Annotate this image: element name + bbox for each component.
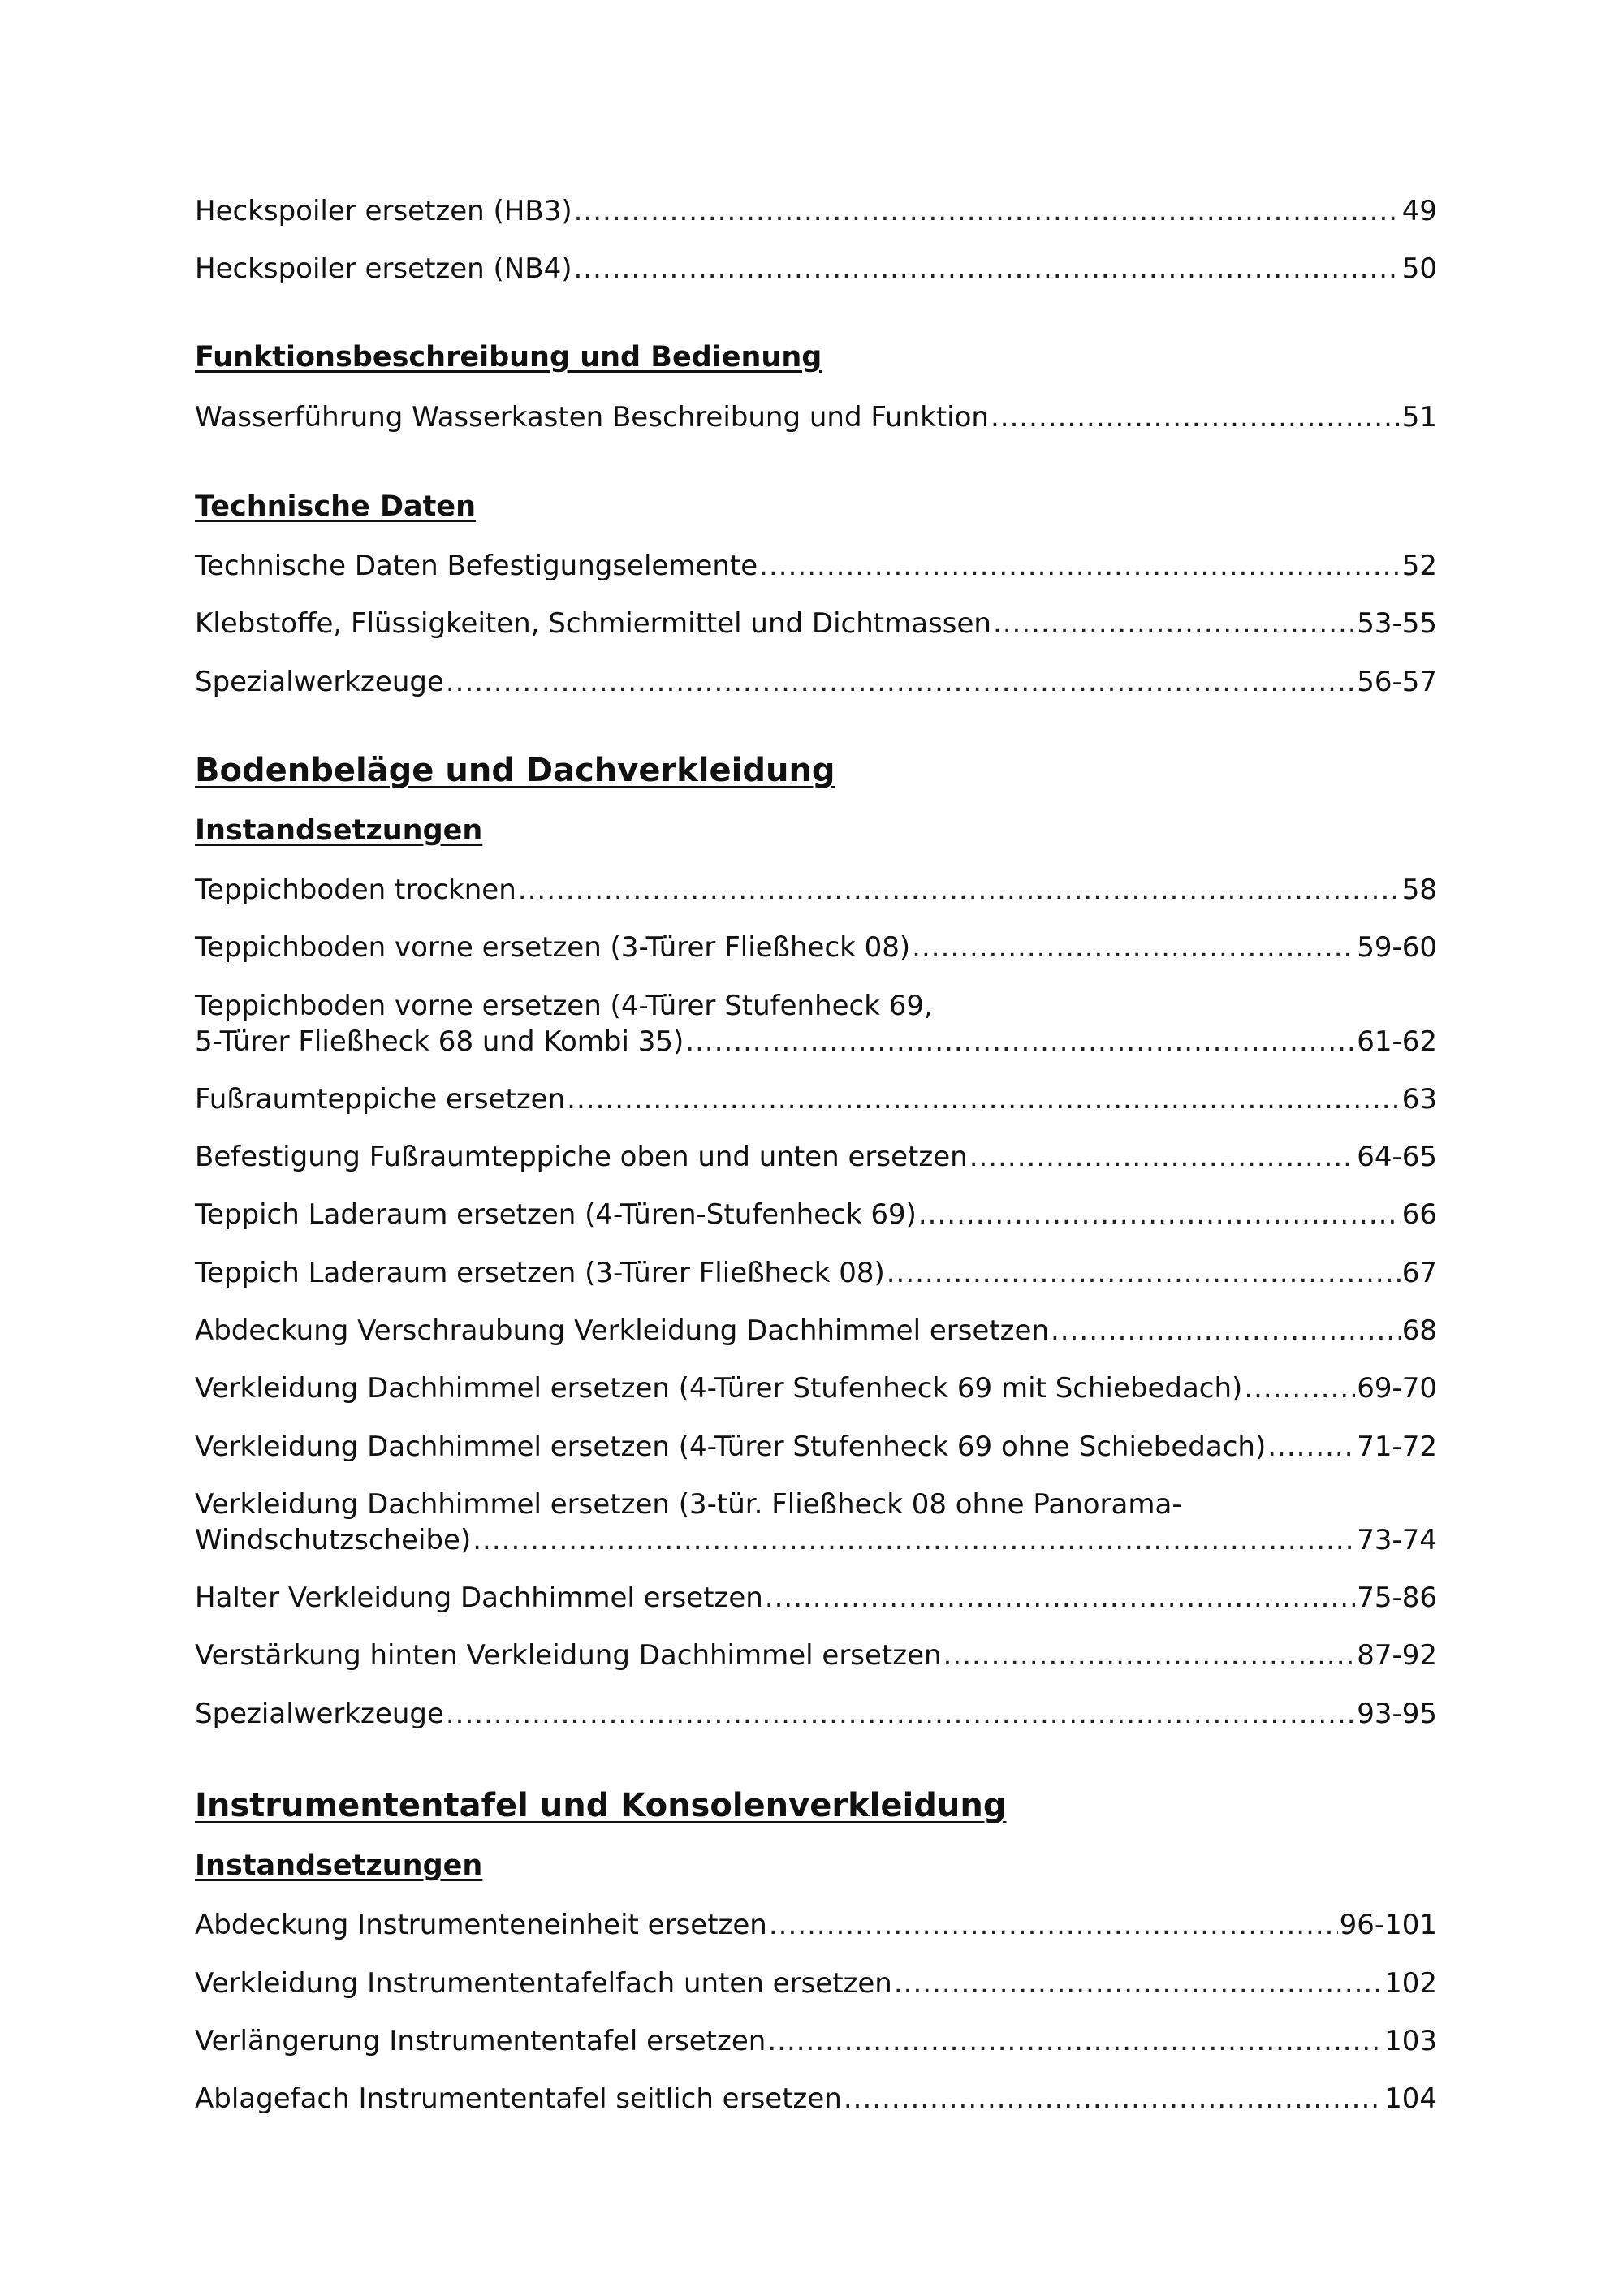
toc-entry-title: Klebstoffe, Flüssigkeiten, Schmiermittel und Dichtmassen <box>195 607 991 640</box>
toc-entry-page: 64-65 <box>1357 1141 1437 1173</box>
leader-dots <box>991 399 1401 435</box>
toc-entry-page: 93-95 <box>1357 1698 1437 1730</box>
toc-entry <box>195 664 1437 700</box>
toc-entry-title: Verkleidung Instrumententafelfach unten ersetzen <box>195 1967 892 2000</box>
toc-entry <box>195 1313 1437 1349</box>
toc-entry-page: 102 <box>1384 1967 1437 2000</box>
leader-dots <box>1244 1370 1355 1406</box>
toc-entry <box>195 1487 1437 1558</box>
toc-entry-page: 71-72 <box>1357 1431 1437 1463</box>
toc-entry-title: Verlängerung Instrumententafel ersetzen <box>195 2025 766 2057</box>
toc-entry <box>195 1580 1437 1616</box>
toc-entry-title: Technische Daten Befestigungselemente <box>195 550 758 582</box>
toc-entry-title: Spezialwerkzeuge <box>195 1698 444 1730</box>
toc-entry-title: Verstärkung hinten Verkleidung Dachhimmel ersetzen <box>195 1639 942 1672</box>
leader-dots <box>912 930 1355 965</box>
toc-entry-title: Teppich Laderaum ersetzen (3-Türer Fließheck 08) <box>195 1257 885 1289</box>
toc-entry <box>195 606 1437 641</box>
leader-dots <box>894 1966 1383 2001</box>
leader-dots <box>769 1907 1338 1943</box>
toc-entry-title: Ablagefach Instrumententafel seitlich ersetzen <box>195 2082 842 2115</box>
toc-entry <box>195 1966 1437 2001</box>
section-subheading: Technische Daten <box>195 490 477 523</box>
toc-entry-page: 50 <box>1401 252 1437 285</box>
toc-entry-title-line1: Verkleidung Dachhimmel ersetzen (3-tür. Fließheck 08 ohne Panorama- <box>195 1488 1182 1521</box>
leader-dots <box>446 664 1355 700</box>
leader-dots <box>473 1522 1355 1558</box>
toc-entry-page: 49 <box>1401 195 1437 227</box>
toc-entry <box>195 1696 1437 1732</box>
leader-dots <box>1051 1313 1401 1349</box>
leader-dots <box>918 1197 1401 1232</box>
toc-entry-page: 52 <box>1401 550 1437 582</box>
toc-entry-title: Halter Verkleidung Dachhimmel ersetzen <box>195 1582 763 1614</box>
leader-dots <box>574 193 1401 229</box>
toc-entry-title: Teppichboden vorne ersetzen (3-Türer Fließheck 08) <box>195 931 911 964</box>
leader-dots <box>685 1024 1355 1060</box>
toc-entry-title: Abdeckung Instrumenteneinheit ersetzen <box>195 1909 767 1941</box>
toc-entry-title: Spezialwerkzeuge <box>195 666 444 698</box>
toc-entry-page: 58 <box>1401 874 1437 906</box>
leader-dots <box>759 548 1401 584</box>
section-subheading: Instandsetzungen <box>195 814 483 847</box>
toc-entry-page: 68 <box>1401 1314 1437 1347</box>
toc-entry-page: 73-74 <box>1357 1524 1437 1556</box>
toc-entry-page: 103 <box>1384 2025 1437 2057</box>
toc-entry <box>195 193 1437 229</box>
leader-dots <box>567 1081 1401 1117</box>
toc-entry <box>195 1638 1437 1673</box>
toc-entry <box>195 872 1437 908</box>
leader-dots <box>993 606 1355 641</box>
toc-entry-page: 104 <box>1384 2082 1437 2115</box>
toc-entry-page: 56-57 <box>1357 666 1437 698</box>
toc-entry-page: 53-55 <box>1357 607 1437 640</box>
toc-entry-page: 69-70 <box>1357 1372 1437 1405</box>
toc-entry-title: 5-Türer Fließheck 68 und Kombi 35) <box>195 1025 684 1058</box>
chapter-heading: Instrumententafel und Konsolenverkleidung <box>195 1787 1007 1824</box>
toc-entry-title: Wasserführung Wasserkasten Beschreibung und Funktion <box>195 401 989 434</box>
leader-dots <box>446 1696 1355 1732</box>
section-subheading: Instandsetzungen <box>195 1849 483 1882</box>
toc-entry-title-line1: Teppichboden vorne ersetzen (4-Türer Stufenheck 69, <box>195 990 933 1022</box>
toc-entry <box>195 1907 1437 1943</box>
section-subheading: Funktionsbeschreibung und Bedienung <box>195 341 822 373</box>
toc-entry-title: Heckspoiler ersetzen (NB4) <box>195 252 572 285</box>
toc-entry <box>195 2023 1437 2059</box>
leader-dots <box>943 1638 1356 1673</box>
toc-entry-title: Verkleidung Dachhimmel ersetzen (4-Türer Stufenheck 69 ohne Schiebedach) <box>195 1431 1267 1463</box>
toc-entry <box>195 988 1437 1060</box>
toc-entry <box>195 251 1437 287</box>
toc-entry-page: 66 <box>1401 1198 1437 1231</box>
toc-entry-title: Teppich Laderaum ersetzen (4-Türen-Stufenheck 69) <box>195 1198 917 1231</box>
toc-entry <box>195 399 1437 435</box>
toc-entry <box>195 1197 1437 1232</box>
toc-entry-title: Windschutzscheibe) <box>195 1524 472 1556</box>
toc-entry-title: Befestigung Fußraumteppiche oben und unten ersetzen <box>195 1141 968 1173</box>
toc-entry <box>195 2081 1437 2117</box>
toc-entry-page: 96-101 <box>1339 1909 1437 1941</box>
chapter-heading: Bodenbeläge und Dachverkleidung <box>195 752 835 789</box>
toc-entry-page: 75-86 <box>1357 1582 1437 1614</box>
toc-entry <box>195 1255 1437 1291</box>
toc-entry-title: Abdeckung Verschraubung Verkleidung Dachhimmel ersetzen <box>195 1314 1049 1347</box>
toc-entry-page: 63 <box>1401 1083 1437 1116</box>
leader-dots <box>518 872 1401 908</box>
leader-dots <box>573 251 1400 287</box>
toc-entry <box>195 1429 1437 1465</box>
toc-entry <box>195 1081 1437 1117</box>
toc-entry-page: 51 <box>1401 401 1437 434</box>
toc-entry-title: Verkleidung Dachhimmel ersetzen (4-Türer Stufenheck 69 mit Schiebedach) <box>195 1372 1243 1405</box>
toc-entry-page: 67 <box>1401 1257 1437 1289</box>
toc-entry-page: 61-62 <box>1357 1025 1437 1058</box>
leader-dots <box>765 1580 1355 1616</box>
leader-dots <box>1267 1429 1355 1465</box>
toc-entry-page: 59-60 <box>1357 931 1437 964</box>
leader-dots <box>844 2081 1383 2117</box>
toc-entry-title: Heckspoiler ersetzen (HB3) <box>195 195 572 227</box>
toc-entry <box>195 548 1437 584</box>
toc-entry <box>195 930 1437 965</box>
toc-entry-title: Fußraumteppiche ersetzen <box>195 1083 566 1116</box>
leader-dots <box>767 2023 1383 2059</box>
toc-entry <box>195 1139 1437 1175</box>
toc-entry-title: Teppichboden trocknen <box>195 874 516 906</box>
toc-entry <box>195 1370 1437 1406</box>
toc-entry-page: 87-92 <box>1357 1639 1437 1672</box>
leader-dots <box>887 1255 1401 1291</box>
leader-dots <box>969 1139 1356 1175</box>
